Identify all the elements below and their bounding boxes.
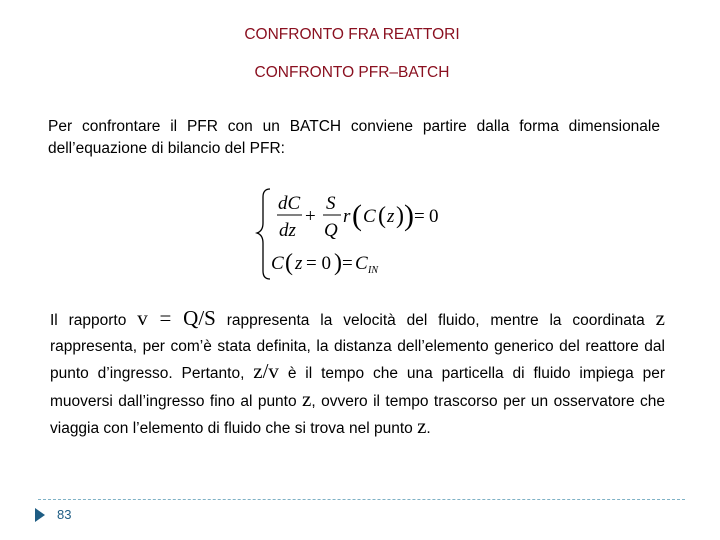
footer-divider xyxy=(38,499,685,500)
eq-paren-close-inner: ) xyxy=(396,203,404,229)
eq2-z-eq0: = 0 xyxy=(306,253,331,274)
eq2-C-in-subscript: IN xyxy=(368,265,378,276)
play-arrow-icon xyxy=(35,508,45,522)
body-text-4: è il tempo che una particella di fluido impiega per muoversi dall’ingresso fino al punto xyxy=(50,365,665,410)
slide-title: CONFRONTO FRA REATTORI xyxy=(244,26,460,43)
eq2-equals: = xyxy=(342,253,353,274)
slide-subtitle: CONFRONTO PFR–BATCH xyxy=(254,64,450,81)
eq-C: C xyxy=(363,206,376,227)
eq-dC: dC xyxy=(278,193,301,214)
symbol-z: z xyxy=(417,414,427,439)
eq2-C-in: C xyxy=(355,253,368,274)
symbol-z-over-v: z/v xyxy=(253,359,279,384)
body-text-5: , ovvero il tempo trascorso per un osservatore che viaggia con l’elemento di fluido che si trova nel punto xyxy=(50,392,665,438)
body-text-3: rappresenta, per com’è stata definita, la distanza dell’elemento generico del reattore dal punto d’ingresso. Pertanto, xyxy=(50,337,665,383)
eq-plus: + xyxy=(305,206,316,227)
system-brace xyxy=(257,189,270,279)
eq2-C: C xyxy=(271,253,284,274)
eq-zero: 0 xyxy=(429,206,439,227)
intro-paragraph: Per confrontare il PFR con un BATCH conviene partire dalla forma dimensionale dell’equazione di bilancio del PFR: xyxy=(48,118,660,157)
eq-Q: Q xyxy=(324,220,338,241)
eq-z: z xyxy=(387,206,395,227)
body-text-1: Il rapporto xyxy=(50,312,138,329)
eq-dz: dz xyxy=(279,220,296,241)
eq-equals: = xyxy=(414,206,425,227)
eq-paren-open-outer: ( xyxy=(352,199,362,232)
velocity-definition: v = Q/S xyxy=(137,306,216,330)
body-text-2: rappresenta la velocità del fluido, mentre la coordinata xyxy=(215,312,656,329)
eq2-z: z xyxy=(295,253,303,274)
eq2-paren-close: ) xyxy=(334,250,342,276)
page-number: 83 xyxy=(57,507,72,522)
eq-paren-open-inner: ( xyxy=(378,203,386,229)
eq2-paren-open: ( xyxy=(285,250,293,276)
symbol-z: z xyxy=(302,386,312,411)
symbol-z: z xyxy=(655,306,665,330)
balance-equation xyxy=(255,185,455,280)
eq-S: S xyxy=(326,193,336,214)
body-text-6: . xyxy=(426,420,431,438)
eq-r: r xyxy=(343,206,351,227)
body-paragraph xyxy=(50,306,665,442)
eq-paren-close-outer: ) xyxy=(404,199,414,232)
